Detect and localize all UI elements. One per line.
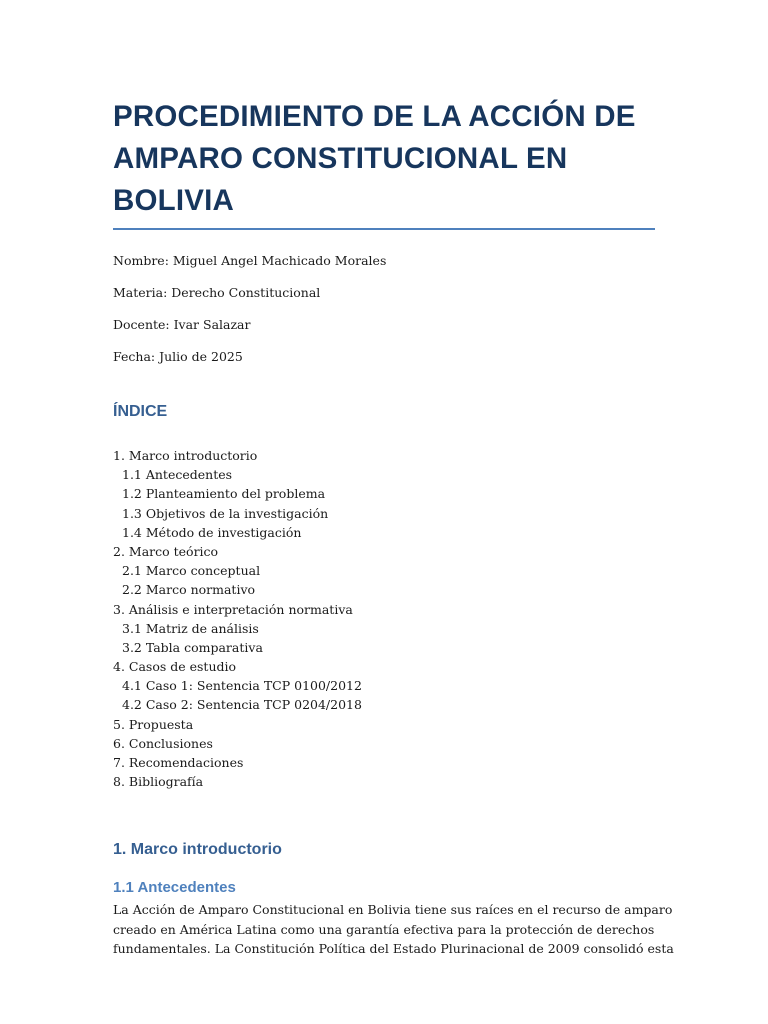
toc-item: 7. Recomendaciones <box>113 755 244 770</box>
date-line: Fecha: Julio de 2025 <box>113 349 243 364</box>
paragraph-line: fundamentales. La Constitución Política del Estado Plurinacional de 2009 consolidó esta <box>113 941 674 957</box>
toc-item: 1.2 Planteamiento del problema <box>122 486 326 502</box>
body-paragraph <box>113 900 674 959</box>
document-page <box>113 96 674 959</box>
title-underline <box>113 228 655 230</box>
title-line-1: PROCEDIMIENTO DE LA ACCIÓN DE <box>113 100 636 133</box>
toc-item: 8. Bibliografía <box>113 774 204 790</box>
toc-item: 4.2 Caso 2: Sentencia TCP 0204/2018 <box>122 697 362 713</box>
index-heading: ÍNDICE <box>113 403 168 420</box>
toc-item: 1.3 Objetivos de la investigación <box>122 505 329 521</box>
paragraph-line: La Acción de Amparo Constitucional en Bolivia tiene sus raíces en el recurso de amparo <box>113 902 673 918</box>
toc-item: 3.2 Tabla comparativa <box>122 639 263 655</box>
toc-item: 3. Análisis e interpretación normativa <box>113 601 353 617</box>
toc-item: 5. Propuesta <box>113 716 194 732</box>
toc-item: 2. Marco teórico <box>113 543 219 559</box>
title-line-2: AMPARO CONSTITUCIONAL EN BOLIVIA <box>113 142 568 217</box>
author-name: Nombre: Miguel Angel Machicado Morales <box>113 253 387 268</box>
paragraph-line: creado en América Latina como una garantía efectiva para la protección de derechos <box>113 921 655 937</box>
toc-item: 2.2 Marco normativo <box>122 582 256 598</box>
document-title <box>113 96 655 228</box>
toc-item: 4.1 Caso 1: Sentencia TCP 0100/2012 <box>122 678 362 694</box>
toc-item: 4. Casos de estudio <box>113 659 237 675</box>
section-1-1-heading: 1.1 Antecedentes <box>113 879 236 897</box>
author-info <box>113 245 655 373</box>
toc-item: 3.1 Matriz de análisis <box>122 620 259 636</box>
toc-item: 6. Conclusiones <box>113 735 213 751</box>
teacher-line: Docente: Ivar Salazar <box>113 317 251 332</box>
toc-item: 1.1 Antecedentes <box>122 467 233 483</box>
toc-item: 2.1 Marco conceptual <box>122 563 261 579</box>
toc-item: 1.4 Método de investigación <box>122 524 302 540</box>
subject-line: Materia: Derecho Constitucional <box>113 285 321 300</box>
toc-item: 1. Marco introductorio <box>113 448 258 463</box>
section-1-heading: 1. Marco introductorio <box>113 841 282 859</box>
table-of-contents <box>113 446 655 791</box>
